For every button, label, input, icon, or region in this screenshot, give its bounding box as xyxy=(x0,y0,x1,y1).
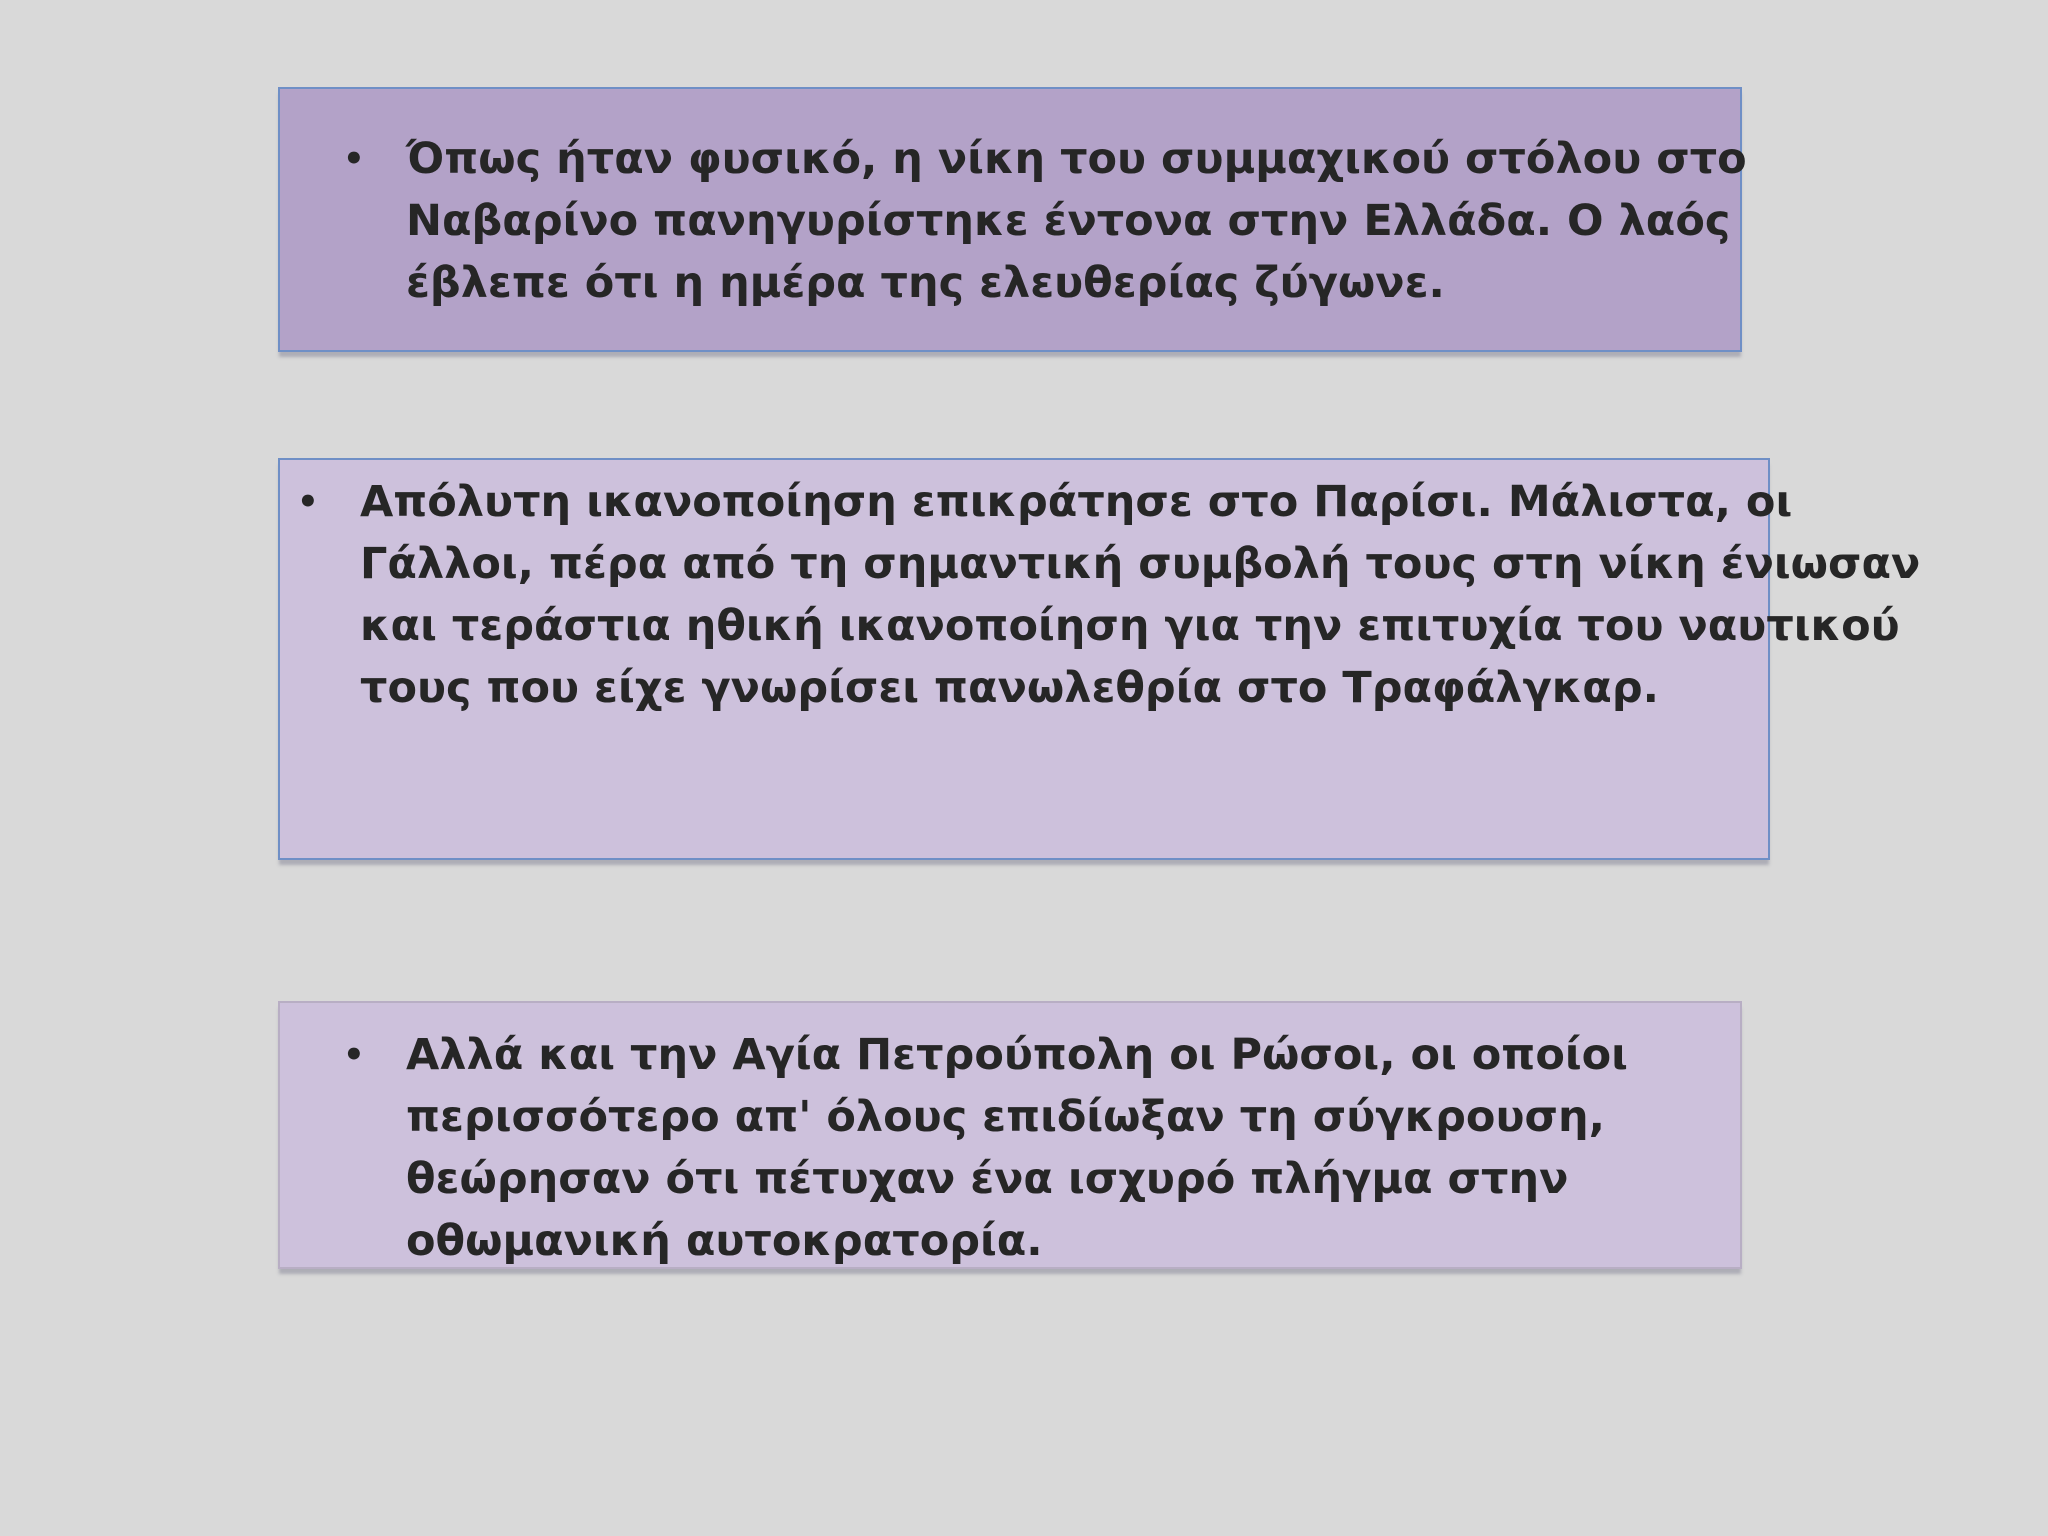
text-line: Απόλυτη ικανοποίηση επικράτησε στο Παρίσι. Μάλιστα, οι xyxy=(360,477,1793,527)
text-line: οθωμανική αυτοκρατορία. xyxy=(406,1216,1043,1266)
bullet-text xyxy=(360,471,1920,719)
bullet-dot: • xyxy=(297,482,319,522)
text-line: έβλεπε ότι η ημέρα της ελευθερίας ζύγωνε. xyxy=(406,258,1445,308)
text-line: περισσότερο απ' όλους επιδίωξαν τη σύγκρουση, xyxy=(406,1092,1605,1142)
bullet-paris xyxy=(297,471,1921,719)
bullet-dot: • xyxy=(343,1035,365,1075)
text-line: και τεράστια ηθική ικανοποίηση για την επιτυχία του ναυτικού xyxy=(360,601,1900,651)
bullet-text xyxy=(406,128,1747,314)
bullet-petersburg xyxy=(343,1024,1723,1272)
bullet-dot: • xyxy=(343,139,365,179)
text-line: Όπως ήταν φυσικό, η νίκη του συμμαχικού στόλου στο xyxy=(406,134,1747,184)
text-line: θεώρησαν ότι πέτυχαν ένα ισχυρό πλήγμα στην xyxy=(406,1154,1569,1204)
bullet-navarino xyxy=(343,128,1747,314)
text-line: Ναβαρίνο πανηγυρίστηκε έντονα στην Ελλάδα. Ο λαός xyxy=(406,196,1731,246)
text-line: τους που είχε γνωρίσει πανωλεθρία στο Τραφάλγκαρ. xyxy=(360,663,1659,713)
bullet-text xyxy=(406,1024,1723,1272)
text-line: Γάλλοι, πέρα από τη σημαντική συμβολή τους στη νίκη ένιωσαν xyxy=(360,539,1921,589)
text-line: Αλλά και την Αγία Πετρούπολη οι Ρώσοι, οι οποίοι xyxy=(406,1030,1628,1080)
